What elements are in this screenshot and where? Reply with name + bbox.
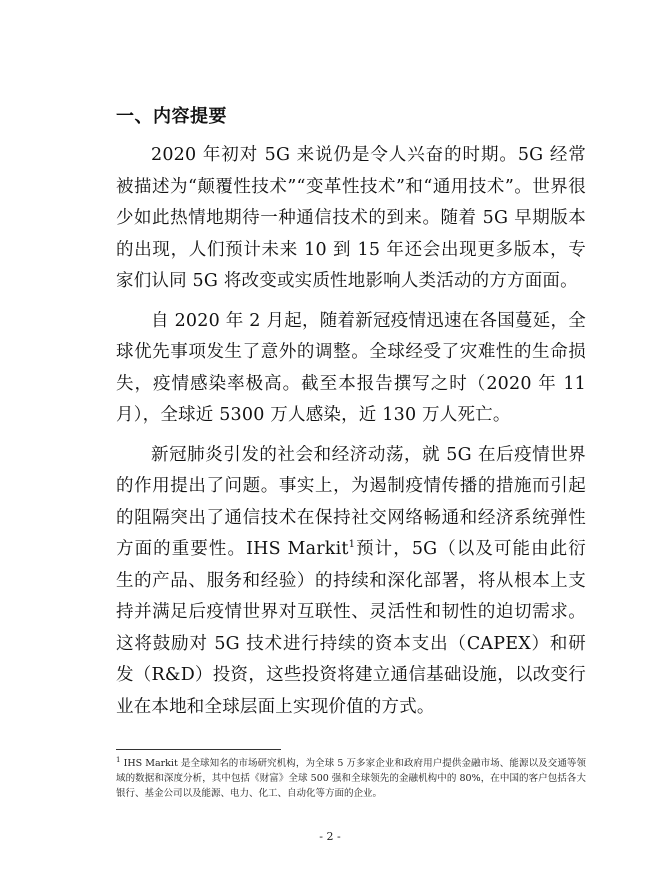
paragraph-1: 2020 年初对 5G 来说仍是令人兴奋的时期。5G 经常被描述为“颠覆性技术”“变革性技术”和“通用技术”。世界很少如此热情地期待一种通信技术的到来。随着 5G 早期版本的出现，人们预计未来 10 到 15 年还会出现更多版本，专家们认同 5G 将改变或实质性地影响人类活动的方方面面。 [116,145,586,291]
footnote-number: 1 [116,755,121,764]
body-text [116,140,586,723]
page-number: - 2 - [319,830,341,843]
section-heading: 一、内容提要 [116,106,227,127]
paragraph-3-text-before-note: 新冠肺炎引发的社会和经济动荡，就 5G 在后疫情世界的作用提出了问题。事实上，为遏制疫情传播的措施而引起的阻隔突出了通信技术在保持社交网络畅通和经济系统弹性方面的重要性。IHS Markit [116,444,586,559]
footnote-text: IHS Markit 是全球知名的市场研究机构，为全球 5 万多家企业和政府用户提供金融市场、能源以及交通等领域的数据和深度分析，其中包括《财富》全球 500 强和全球领先的金融机构中的 80%，在中国的客户包括各大银行、基金公司以及能源、电力、化工、自动化等方面的企业。 [116,758,586,799]
paragraph-3-text-after-note: 预计，5G（以及可能由此衍生的产品、服务和经验）的持续和深化部署，将从根本上支持并满足后疫情世界对互联性、灵活性和韧性的迫切需求。这将鼓励对 5G 技术进行持续的资本支出（CAPEX）和研发（R&D）投资，这些投资将建立通信基础设施，以改变行业在本地和全球层面上实现价值的方式。 [116,539,587,717]
footnote-reference[interactable]: 1 [348,539,356,551]
paragraph-2: 自 2020 年 2 月起，随着新冠疫情迅速在各国蔓延，全球优先事项发生了意外的调整。全球经受了灾难性的生命损失，疫情感染率极高。截至本报告撰写之时（2020 年 11 月），全球近 5300 万人感染，近 130 万人死亡。 [116,310,586,425]
footnote-divider [116,749,281,750]
paragraph-3 [116,440,586,724]
footnote [116,756,586,801]
